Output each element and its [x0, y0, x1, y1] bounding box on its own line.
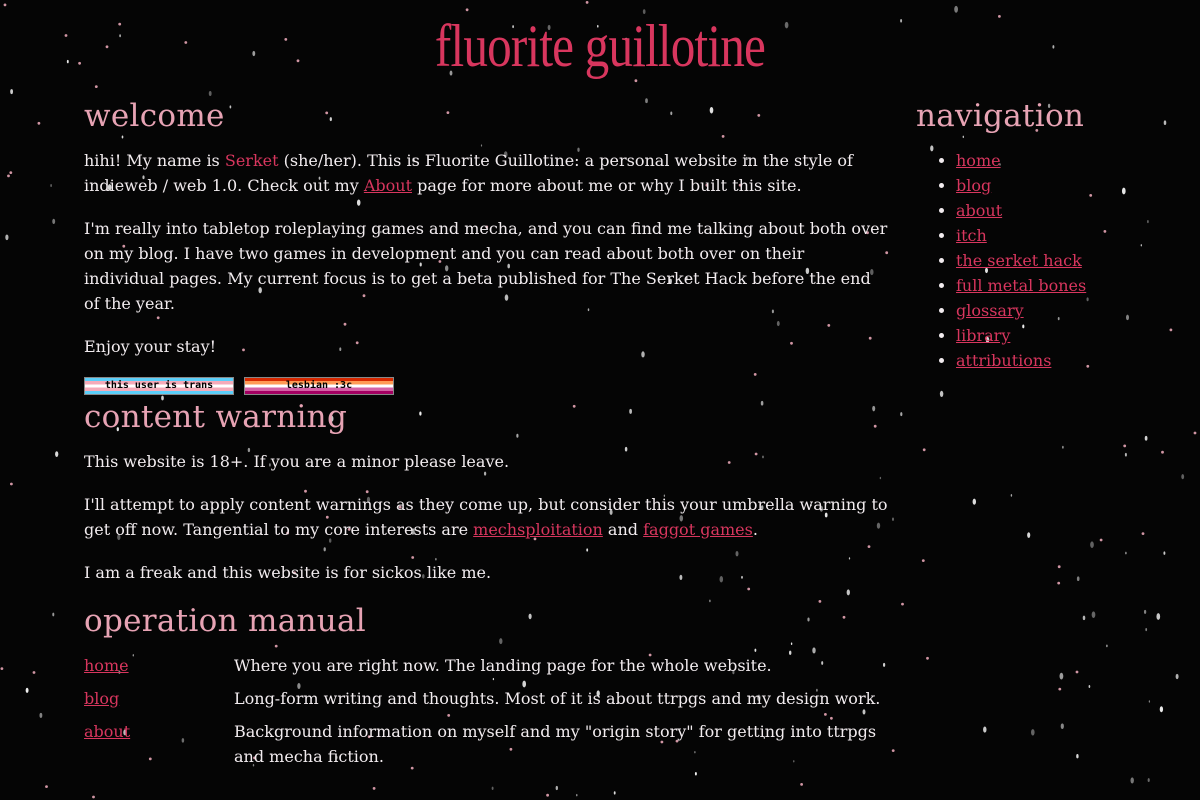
star — [892, 518, 894, 521]
nav-item-home — [956, 148, 1176, 173]
star — [1149, 700, 1150, 702]
manual-description: Background information on myself and my "origin story" for getting into ttrpgs and mecha fiction. — [234, 722, 877, 766]
site-title: fluorite guillotine — [434, 13, 766, 79]
star — [586, 1, 589, 4]
star — [45, 785, 48, 788]
nav-link-library[interactable]: library — [956, 326, 1011, 345]
star — [1163, 551, 1165, 555]
navigation-heading: navigation — [916, 98, 1085, 134]
star — [1100, 539, 1103, 542]
star — [1027, 532, 1030, 538]
main-content — [84, 98, 889, 777]
badge-row — [84, 377, 889, 395]
star — [1130, 777, 1133, 783]
navigation-list — [916, 148, 1176, 373]
nav-link-about[interactable]: about — [956, 201, 1003, 220]
star — [10, 483, 13, 486]
star — [1125, 552, 1127, 555]
nav-item-serket-hack — [956, 248, 1176, 273]
star — [922, 559, 925, 562]
manual-about-link[interactable]: about — [84, 722, 131, 741]
star — [973, 499, 976, 505]
star — [492, 787, 494, 790]
star — [92, 796, 95, 799]
nav-item-full-metal-bones — [956, 273, 1176, 298]
welcome-text: page for more about me or why I built this site. — [412, 176, 802, 195]
star — [33, 671, 36, 674]
star — [1089, 685, 1091, 688]
star — [39, 713, 42, 718]
star — [52, 219, 55, 224]
star — [1125, 453, 1127, 457]
star — [556, 786, 558, 790]
star — [50, 184, 52, 187]
star — [78, 62, 81, 65]
star — [1062, 446, 1064, 449]
star — [940, 391, 943, 397]
content-warning-paragraph-3: I am a freak and this website is for sickos like me. — [84, 563, 492, 582]
star — [614, 791, 616, 794]
manual-description: Where you are right now. The landing page for the whole website. — [234, 656, 772, 675]
star — [1058, 688, 1061, 691]
nav-item-about — [956, 198, 1176, 223]
nav-item-glossary — [956, 298, 1176, 323]
star — [923, 448, 926, 451]
star — [1160, 706, 1163, 712]
welcome-heading: welcome — [84, 98, 225, 134]
manual-key-cell — [84, 653, 234, 686]
star — [1090, 541, 1094, 548]
content-warning-heading: content warning — [84, 399, 348, 435]
star — [1, 667, 4, 670]
nav-link-glossary[interactable]: glossary — [956, 301, 1024, 320]
star — [1144, 610, 1146, 614]
operation-manual-heading: operation manual — [84, 603, 367, 639]
star — [1083, 616, 1086, 621]
operation-manual-table — [84, 653, 889, 777]
faggot-games-link[interactable]: faggot games — [643, 520, 753, 539]
star — [7, 175, 10, 178]
star — [4, 4, 7, 7]
star — [26, 688, 29, 693]
nav-link-full-metal-bones[interactable]: full metal bones — [956, 276, 1087, 295]
star — [1106, 645, 1108, 648]
star — [1161, 451, 1164, 454]
star — [52, 613, 54, 617]
star — [900, 412, 902, 416]
manual-key-cell — [84, 719, 234, 777]
star — [1181, 474, 1184, 479]
table-row — [84, 719, 889, 777]
star — [95, 85, 98, 88]
star — [1060, 673, 1064, 680]
star — [1011, 494, 1013, 497]
manual-description: Long-form writing and thoughts. Most of it is about ttrpgs and my design work. — [234, 689, 881, 708]
star — [800, 783, 803, 786]
star — [466, 8, 469, 11]
star — [38, 122, 41, 125]
content-warning-paragraph-1: This website is 18+. If you are a minor please leave. — [84, 452, 510, 471]
star — [373, 787, 376, 790]
serket-link[interactable]: Serket — [224, 151, 279, 170]
cw-text: and — [602, 520, 644, 539]
nav-item-library — [956, 323, 1176, 348]
cw-text: I'll attempt to apply content warnings as they come up, but consider this your umbrella warning to get off now. Tangential to my core interests are — [84, 495, 888, 539]
star — [1092, 611, 1096, 618]
nav-link-itch[interactable]: itch — [956, 226, 987, 245]
star — [10, 89, 13, 94]
nav-item-attributions — [956, 348, 1176, 373]
nav-link-serket-hack[interactable]: the serket hack — [956, 251, 1082, 270]
nav-link-home[interactable]: home — [956, 151, 1001, 170]
star — [5, 234, 8, 240]
star — [546, 794, 549, 797]
content-warning-paragraph-2 — [84, 492, 889, 542]
star — [901, 603, 904, 606]
table-row — [84, 653, 889, 686]
star — [65, 34, 68, 37]
nav-link-blog[interactable]: blog — [956, 176, 992, 195]
star — [9, 171, 12, 174]
star — [55, 451, 58, 457]
nav-item-itch — [956, 223, 1176, 248]
about-inline-link[interactable]: About — [363, 176, 413, 195]
star — [1077, 576, 1080, 581]
nav-link-attributions[interactable]: attributions — [956, 351, 1052, 370]
star — [1076, 671, 1079, 674]
welcome-paragraph-1 — [84, 148, 889, 198]
welcome-text: hihi! My name is — [84, 151, 225, 170]
welcome-paragraph-3: Enjoy your stay! — [84, 337, 217, 356]
star — [1142, 532, 1145, 535]
star — [1123, 445, 1126, 448]
star — [1057, 582, 1060, 585]
star — [1148, 778, 1150, 782]
star — [1194, 432, 1197, 435]
star — [1145, 628, 1147, 631]
star — [892, 749, 895, 752]
star — [1176, 674, 1179, 679]
trans-badge: this user is trans — [84, 377, 234, 395]
manual-key-cell — [84, 686, 234, 719]
manual-blog-link[interactable]: blog — [84, 689, 120, 708]
cw-text: . — [752, 520, 758, 539]
lesbian-badge: lesbian :3c — [244, 377, 394, 395]
star — [1061, 723, 1064, 729]
table-row — [84, 686, 889, 719]
star — [576, 794, 577, 797]
welcome-text: (she/her). This is Fluorite Guillotine: a personal website in the style of indieweb / web 1.0. Check out my — [84, 151, 853, 195]
manual-home-link[interactable]: home — [84, 656, 129, 675]
star — [1058, 565, 1061, 568]
star — [926, 657, 929, 660]
star — [983, 727, 986, 733]
nav-item-blog — [956, 173, 1176, 198]
star — [1156, 613, 1160, 620]
star — [67, 60, 69, 63]
star — [1031, 729, 1035, 735]
star — [1076, 754, 1078, 758]
welcome-paragraph-2: I'm really into tabletop roleplaying games and mecha, and you can find me talking about both over on my blog. I have two games in development and you can read about both over on their individual pages. My current focus is to get a beta published for The Serket Hack before the end of the year. — [84, 219, 888, 313]
mechsploitation-link[interactable]: mechsploitation — [473, 520, 603, 539]
navigation-sidebar — [916, 98, 1176, 373]
star — [1145, 436, 1148, 441]
star — [209, 91, 212, 96]
